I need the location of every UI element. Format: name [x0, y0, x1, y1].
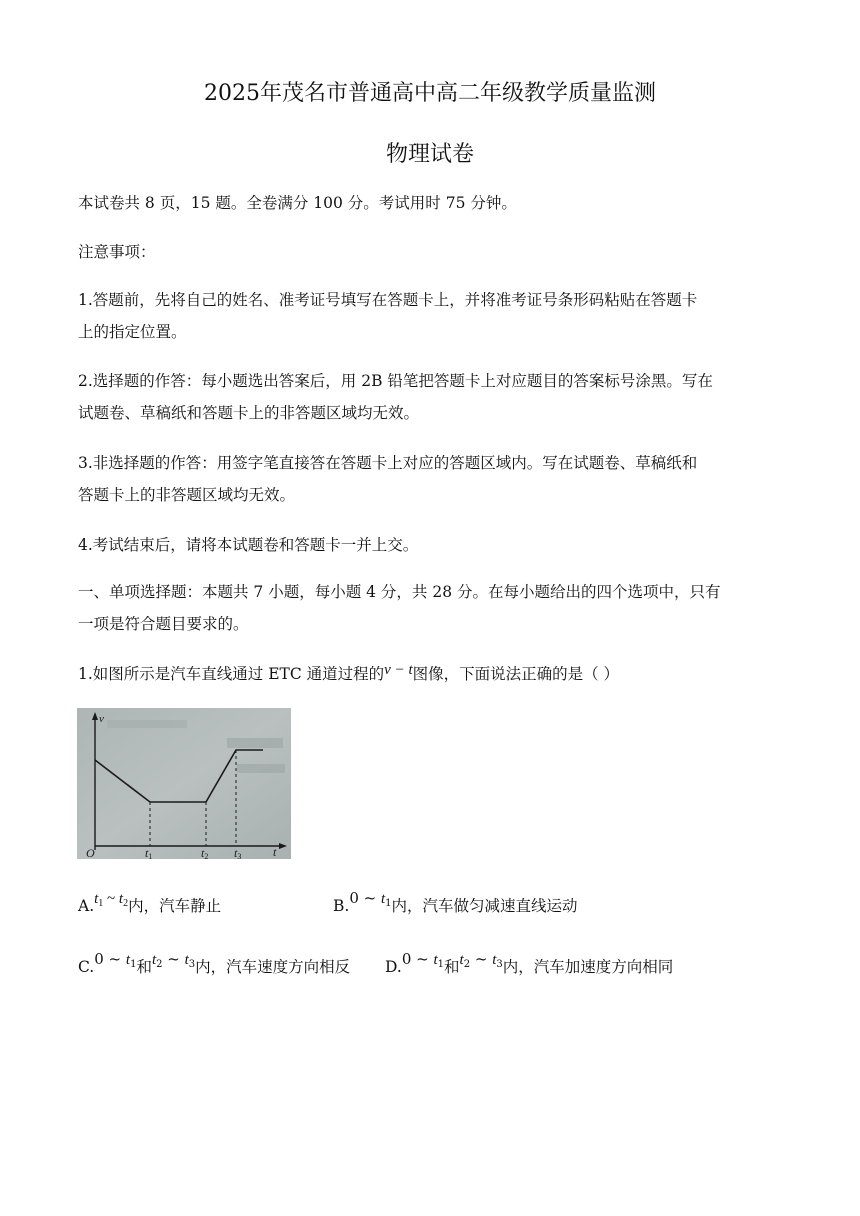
- option-a-text: 内，汽车静止: [128, 897, 222, 915]
- option-c-text: 内，汽车速度方向相反: [195, 958, 351, 976]
- t1-tick-label: t1: [145, 846, 153, 859]
- origin-label: O: [86, 846, 95, 859]
- option-a-letter: A.: [78, 897, 95, 915]
- option-c-letter: C.: [78, 958, 95, 976]
- option-b-letter: B.: [333, 897, 350, 915]
- notice-heading: 注意事项：: [78, 243, 156, 261]
- notice-item-4: 4.考试结束后，请将本试题卷和答题卡一并上交。: [78, 536, 419, 554]
- notice-item-3-line1: 3.非选择题的作答：用签字笔直接答在答题卡上对应的答题区域内。写在试题卷、草稿纸和: [78, 454, 698, 472]
- exam-intro: 本试卷共 8 页，15 题。全卷满分 100 分。考试用时 75 分钟。: [78, 194, 517, 212]
- t2-tick-label: t2: [201, 846, 209, 859]
- x-axis-label: t: [273, 845, 277, 859]
- question-1-stem-pre: 1.如图所示是汽车直线通过 ETC 通道过程的: [78, 665, 385, 683]
- option-d-text: 内，汽车加速度方向相同: [502, 958, 674, 976]
- option-d-letter: D.: [385, 958, 402, 976]
- option-a-math: $t_1$ ~ $t_2$: [94, 891, 129, 909]
- graph-photo-background: [77, 708, 291, 859]
- vt-graph-figure: [77, 708, 291, 859]
- t3-tick-label: t3: [234, 846, 242, 859]
- notice-item-2-line2: 试题卷、草稿纸和答题卡上的非答题区域均无效。: [78, 404, 420, 422]
- option-b[interactable]: [333, 889, 578, 922]
- question-1-stem: [78, 664, 619, 685]
- question-1-stem-post: 图像，下面说法正确的是（ ）: [412, 665, 620, 683]
- option-c-and: 和: [136, 958, 152, 976]
- option-b-text: 内，汽车做匀减速直线运动: [391, 897, 578, 915]
- option-d-math-1: 0 ~ $t_1$: [401, 950, 445, 970]
- option-c-math-2: $t_2$ ~ $t_3$: [151, 950, 196, 970]
- option-a[interactable]: [78, 891, 222, 922]
- section1-line2: 一项是符合题目要求的。: [78, 615, 249, 633]
- notice-item-3-line2: 答题卡上的非答题区域均无效。: [78, 486, 296, 504]
- notice-item-1-line2: 上的指定位置。: [78, 323, 187, 341]
- notice-item-2-line1: 2.选择题的作答：每小题选出答案后，用 2B 铅笔把答题卡上对应题目的答案标号涂黑。写在: [78, 372, 713, 390]
- option-c[interactable]: [78, 950, 351, 983]
- exam-subtitle: 物理试卷: [385, 142, 474, 167]
- option-b-math: 0 ~ $t_1$: [349, 889, 392, 909]
- option-d-math-2: $t_2$ ~ $t_3$: [459, 950, 503, 970]
- question-1-stem-math: v − t: [384, 662, 413, 678]
- vt-graph-svg: [77, 708, 291, 859]
- section1-line1: 一、单项选择题：本题共 7 小题，每小题 4 分，共 28 分。在每小题给出的四个选项中，只有: [78, 583, 721, 601]
- option-d[interactable]: [385, 950, 674, 983]
- notice-item-1-line1: 1.答题前，先将自己的姓名、准考证号填写在答题卡上，并将准考证号条形码粘贴在答题卡: [78, 291, 698, 309]
- option-c-math-1: 0 ~ $t_1$: [94, 950, 137, 970]
- exam-title: 2025年茂名市普通高中高二年级教学质量监测: [204, 81, 656, 106]
- option-d-and: 和: [444, 958, 460, 976]
- y-axis-label: v: [99, 713, 104, 725]
